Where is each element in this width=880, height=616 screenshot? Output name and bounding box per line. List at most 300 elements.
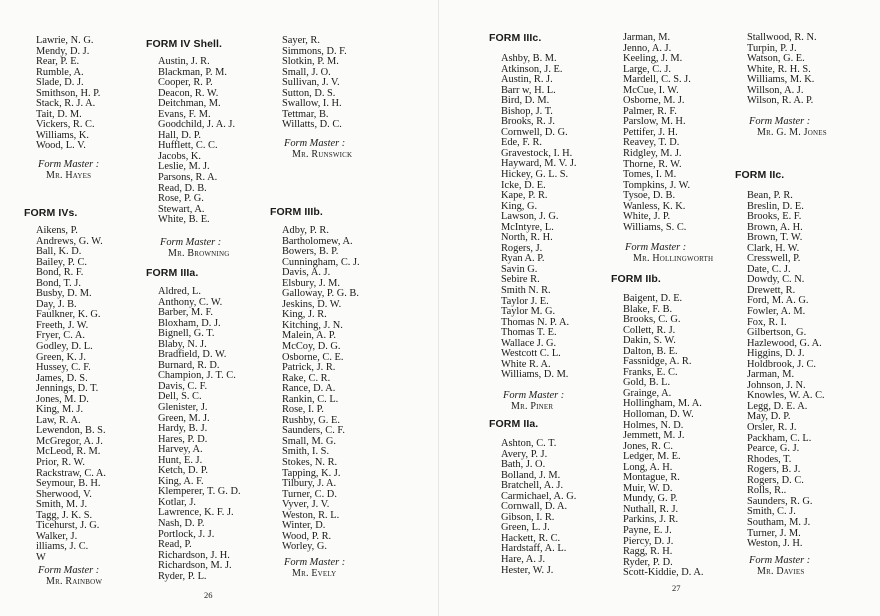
student-name: Smith, M. J. <box>36 499 88 511</box>
student-name: Carmichael, A. G. <box>501 490 577 502</box>
student-name: Hufflett, C. C. <box>158 140 218 152</box>
student-name: Wanless, K. K. <box>623 200 686 212</box>
student-name: Turpin, P. J. <box>747 42 797 54</box>
student-name: McCoy, D. G. <box>282 341 341 353</box>
form-block <box>24 36 100 181</box>
form-master-name: Mr. Runswick <box>292 148 353 160</box>
student-name: Smithson, H. P. <box>36 87 101 99</box>
student-name: Elsbury, J. M. <box>282 277 340 289</box>
student-name: Small, M. G. <box>282 435 336 447</box>
form-iia-block <box>489 418 576 576</box>
student-name: Rumble, A. <box>36 66 84 78</box>
student-name: Watson, G. E. <box>747 53 805 65</box>
student-name: Thorne, R. W. <box>623 158 682 170</box>
student-name: Ticehurst, J. G. <box>36 520 100 532</box>
student-name: Ryan A. P. <box>501 253 545 265</box>
student-name: Brooks, R. J. <box>501 116 555 128</box>
student-name: Tettmar, B. <box>282 108 329 120</box>
page-number: 27 <box>672 583 681 593</box>
student-name: Fassnidge, A. R. <box>623 356 692 368</box>
student-name: Lawrie, N. G. <box>36 35 94 46</box>
student-name: Bath, J. O. <box>501 459 546 471</box>
student-name: Jenno, A. J. <box>623 42 672 54</box>
student-name: Green, K. J. <box>36 351 86 363</box>
student-name: Franks, E. C. <box>623 366 678 378</box>
student-name: Turner, J. M. <box>747 527 801 539</box>
student-name: Sayer, R. <box>282 35 320 46</box>
student-name: Large, C. J. <box>623 63 672 75</box>
student-name: Glenister, J. <box>158 402 208 414</box>
student-name: Wilson, R. A. P. <box>747 95 814 107</box>
student-name: Savin G. <box>501 263 538 275</box>
student-name: Kitching, J. N. <box>282 319 343 331</box>
name-list <box>146 57 235 226</box>
student-name: Southam, M. J. <box>747 516 811 528</box>
student-name: Clark, H. W. <box>747 242 800 254</box>
student-name: Richardson, J. H. <box>158 549 230 561</box>
student-name: Smith N. R. <box>501 285 551 297</box>
student-name: Orsler, R. J. <box>747 422 797 434</box>
student-name: Blake, F. B. <box>623 303 673 315</box>
form-heading: FORM IIIb. <box>270 206 323 218</box>
student-name: Bartholomew, A. <box>282 235 353 247</box>
form-iv-shell-block <box>146 38 235 259</box>
student-name: Ragg, R. H. <box>623 546 673 558</box>
student-name: Deacon, R. W. <box>158 87 219 99</box>
student-name: White, B. E. <box>158 214 210 226</box>
student-name: Read, D. B. <box>158 182 207 194</box>
student-name: McCue, I. W. <box>623 84 679 96</box>
student-name: Blackman, P. M. <box>158 66 227 78</box>
student-name: Fox, R. I. <box>747 316 787 328</box>
form-heading: FORM IIb. <box>611 273 661 285</box>
student-name: Gravestock, I. H. <box>501 147 573 159</box>
student-name: Scott-Kiddie, D. A. <box>623 567 704 579</box>
student-name: Prior, R. W. <box>36 457 85 469</box>
student-name: White, J. P. <box>623 211 671 223</box>
student-name: Baigent, D. E. <box>623 293 683 304</box>
student-name: Swallow, I. H. <box>282 98 342 110</box>
form-master-name: Mr. Davies <box>757 565 805 577</box>
student-name: Stewart, A. <box>158 203 205 215</box>
student-name: Rackstraw, C. A. <box>36 467 107 479</box>
student-name: Icke, D. E. <box>501 179 546 191</box>
student-name: Bishop, J. T. <box>501 105 553 117</box>
student-name: Palmer, R. F. <box>623 105 677 117</box>
page-number: 26 <box>204 590 213 600</box>
student-name: Ledger, M. E. <box>623 451 681 463</box>
student-name: Taylor M. G. <box>501 306 556 318</box>
student-name: Brooks, E. F. <box>747 211 802 223</box>
name-list <box>270 226 360 553</box>
form-master-label: Form Master : <box>284 137 346 149</box>
student-name: Bignell, G. T. <box>158 328 215 340</box>
student-name: Rogers, J. <box>501 242 543 254</box>
student-name: May, D. P. <box>747 411 791 423</box>
student-name: Rankin, C. L. <box>282 393 339 405</box>
student-name: Read, P. <box>158 539 192 551</box>
form-heading: FORM IIIa. <box>146 267 199 279</box>
page-gutter <box>438 0 439 616</box>
student-name: White R. A. <box>501 358 551 370</box>
student-name: Ashby, B. M. <box>501 53 557 64</box>
student-name: Rear, P. E. <box>36 56 80 68</box>
name-list <box>489 54 577 381</box>
form-master-label: Form Master : <box>160 236 222 248</box>
form-heading: FORM IIc. <box>735 169 785 181</box>
student-name: Goodchild, J. A. J. <box>158 119 236 131</box>
student-name: Cooper, R. P. <box>158 77 213 89</box>
student-name: Kotlar, J. <box>158 496 196 508</box>
student-name: Smith, C. J. <box>747 506 796 518</box>
student-name: Jemmett, M. J. <box>623 430 685 442</box>
student-name: Green, M. J. <box>158 412 210 424</box>
form-master-label: Form Master : <box>38 564 100 576</box>
student-name: Mundy, G. P. <box>623 493 678 505</box>
student-name: Hardy, B. J. <box>158 423 208 435</box>
student-name: Hazlewood, G. A. <box>747 337 822 349</box>
student-name: Ryder, P. D. <box>623 556 673 568</box>
student-name: Mendy, D. J. <box>36 45 90 57</box>
form-heading: FORM IVs. <box>24 207 78 219</box>
form-master-name: Mr. Hayes <box>46 170 92 182</box>
student-name: Aldred, L. <box>158 286 201 297</box>
student-name: Dowdy, C. N. <box>747 274 805 286</box>
form-iiia-block <box>146 267 241 582</box>
student-name: Hares, P. D. <box>158 433 208 445</box>
student-name: Osborne, C. E. <box>282 351 344 363</box>
student-name: Parslow, M. H. <box>623 116 686 128</box>
student-name: Tapping, K. J. <box>282 467 341 479</box>
student-name: Turner, C. D. <box>282 488 337 500</box>
student-name: Williams, M. K. <box>747 74 815 86</box>
student-name: Rose, P. G. <box>158 193 204 205</box>
name-list <box>489 439 576 576</box>
student-name: Bowers, B. P. <box>282 246 339 258</box>
student-name: Stallwood, R. N. <box>747 32 817 43</box>
student-name: Burnard, R. D. <box>158 359 220 371</box>
student-name: Gold, B. L. <box>623 377 671 389</box>
student-name: Jarman, M. <box>747 369 795 381</box>
form-master-label: Form Master : <box>625 242 687 254</box>
student-name: Holmes, N. D. <box>623 419 684 431</box>
student-name: Simmons, D. F. <box>282 45 347 57</box>
student-name: illiams, J. C. <box>36 541 89 553</box>
student-name: Nuthall, R. J. <box>623 503 679 515</box>
student-name: Bailey, P. C. <box>36 256 87 268</box>
student-name: Westcott C. L. <box>501 348 561 360</box>
student-name: Sutton, D. S. <box>282 87 336 99</box>
name-list <box>611 294 704 579</box>
student-name: Reavey, T. D. <box>623 137 680 149</box>
student-name: Busby, D. M. <box>36 288 92 300</box>
student-name: Parkins, J. R. <box>623 514 679 526</box>
student-name: Kape, P. R. <box>501 190 548 202</box>
student-name: Hussey, C. F. <box>36 362 91 374</box>
student-name: James, D. S. <box>36 372 88 384</box>
student-name: Klemperer, T. G. D. <box>158 486 241 498</box>
student-name: Breslin, D. E. <box>747 200 804 212</box>
student-name: Lewendon, B. S. <box>36 425 106 437</box>
student-name: Champion, J. T. C. <box>158 370 236 382</box>
student-name: Barber, M. F. <box>158 307 214 319</box>
form-master-label: Form Master : <box>284 556 346 568</box>
student-name: Mardell, C. S. J. <box>623 74 691 86</box>
student-name: Evans, F. M. <box>158 108 211 120</box>
student-name: Hester, W. J. <box>501 564 554 576</box>
student-name: Ridgley, M. J. <box>623 148 682 160</box>
student-name: Legg, D. E. A. <box>747 400 808 412</box>
student-name: Tilbury, J. A. <box>282 478 337 490</box>
student-name: Hayward, M. V. J. <box>501 158 577 170</box>
student-name: Aikens, P. <box>36 225 78 236</box>
student-name: Cornwall, D. A. <box>501 501 568 513</box>
student-name: Tagg, J. K. S. <box>36 509 93 521</box>
student-name: Williams, D. M. <box>501 369 569 381</box>
name-list <box>270 36 352 131</box>
student-name: Bond, R. F. <box>36 267 84 279</box>
student-name: Osborne, M. J. <box>623 95 685 107</box>
name-list <box>24 226 106 564</box>
form-iiic-block <box>489 32 577 412</box>
form-iiib-block <box>270 206 360 579</box>
name-list <box>24 36 100 152</box>
student-name: Saunders, R. G. <box>747 495 813 507</box>
student-name: Jones, M. D. <box>36 393 89 405</box>
student-name: Faulkner, K. G. <box>36 309 101 321</box>
form-heading: FORM IV Shell. <box>146 38 223 50</box>
student-name: Jarman, M. <box>623 32 671 43</box>
form-block <box>611 33 713 264</box>
student-name: Smith, I. S. <box>282 446 330 458</box>
student-name: Knowles, W. A. C. <box>747 390 825 402</box>
student-name: Gibson, I. R. <box>501 511 555 523</box>
student-name: Green, L. J. <box>501 522 550 534</box>
student-name: Stokes, N. R. <box>282 457 338 469</box>
student-name: Stack, R. J. A. <box>36 98 96 110</box>
student-name: Tompkins, J. W. <box>623 179 691 191</box>
student-name: Atkinson, J. E. <box>501 63 563 75</box>
student-name: Bradfield, D. W. <box>158 349 227 361</box>
student-name: Rance, D. A. <box>282 383 336 395</box>
student-name: Bloxham, D. J. <box>158 317 221 329</box>
form-master-name: Mr. G. M. Jones <box>757 126 827 138</box>
student-name: McIntyre, L. <box>501 221 554 233</box>
form-master-label: Form Master : <box>749 554 811 566</box>
student-name: Jeskins, D. W. <box>282 298 342 310</box>
form-master-name: Mr. Rainbow <box>46 575 103 587</box>
student-name: Bolland, J. M. <box>501 469 561 481</box>
student-name: Bean, P. R. <box>747 190 793 201</box>
student-name: Leslie, M. J. <box>158 161 210 173</box>
student-name: Higgins, D. J. <box>747 348 805 360</box>
student-name: Tomes, I. M. <box>623 169 677 181</box>
student-name: Hunt, E. J. <box>158 454 203 466</box>
name-list <box>735 191 825 550</box>
student-name: Vyver, J. V. <box>282 499 330 511</box>
student-name: Hardstaff, A. L. <box>501 543 567 555</box>
student-name: Collett, R. J. <box>623 324 676 336</box>
student-name: Deitchman, M. <box>158 98 221 110</box>
form-ivs-block <box>24 207 106 587</box>
name-list <box>146 287 241 582</box>
student-name: Ryder, P. L. <box>158 570 207 582</box>
student-name: Rogers, B. J. <box>747 464 801 476</box>
student-name: North, R. H. <box>501 232 553 244</box>
student-name: Rake, C. R. <box>282 372 331 384</box>
student-name: Austin, J. R. <box>158 56 210 67</box>
student-name: Jones, R. C. <box>623 440 673 452</box>
student-name: Fowler, A. M. <box>747 306 806 318</box>
student-name: Saunders, C. F. <box>282 425 345 437</box>
form-master-name: Mr. Evely <box>292 567 337 579</box>
student-name: Slotkin, P. M. <box>282 56 339 68</box>
student-name: Sherwood, V. <box>36 488 92 500</box>
student-name: Brown, A. H. <box>747 221 803 233</box>
student-name: Ashton, C. T. <box>501 438 557 449</box>
form-master-label: Form Master : <box>749 115 811 127</box>
student-name: Hall, D. P. <box>158 129 202 141</box>
student-name: Hollingham, M. A. <box>623 398 702 410</box>
student-name: Andrews, G. W. <box>36 235 103 247</box>
student-name: Bond, T. J. <box>36 277 81 289</box>
student-name: Slade, D. J. <box>36 77 84 89</box>
student-name: Dakin, S. W. <box>623 335 676 347</box>
form-heading: FORM IIIc. <box>489 32 542 44</box>
name-list <box>611 33 713 233</box>
student-name: Gilbertson, G. <box>747 327 807 339</box>
student-name: Portlock, J. J. <box>158 528 215 540</box>
student-name: Lawrence, K. F. J. <box>158 507 234 519</box>
student-name: Cunningham, C. J. <box>282 256 360 268</box>
student-name: Ball, K. D. <box>36 246 82 258</box>
student-name: Williams, S. C. <box>623 221 687 233</box>
student-name: King, A. F. <box>158 475 204 487</box>
student-name: Dell, S. C. <box>158 391 202 403</box>
student-name: Wood, L. V. <box>36 140 86 152</box>
student-name: Bird, D. M. <box>501 95 550 107</box>
student-name: Dalton, B. E. <box>623 345 678 357</box>
form-block <box>270 36 352 160</box>
student-name: Date, C. J. <box>747 263 791 275</box>
student-name: Rushby, G. E. <box>282 414 340 426</box>
student-name: Piercy, D. J. <box>623 535 674 547</box>
student-name: Brown, T. W. <box>747 232 803 244</box>
student-name: Grainge, A. <box>623 387 672 399</box>
student-name: Parsons, R. A. <box>158 172 218 184</box>
form-iic-block <box>735 169 825 577</box>
student-name: Montague, R. <box>623 472 680 484</box>
student-name: Anthony, C. W. <box>158 296 223 308</box>
student-name: Keeling, J. M. <box>623 53 683 65</box>
student-name: King, M. J. <box>36 404 84 416</box>
student-name: Davis, C. F. <box>158 380 208 392</box>
form-master-label: Form Master : <box>503 389 565 401</box>
student-name: Johnson, J. N. <box>747 379 806 391</box>
student-name: Avery, P. J. <box>501 448 548 460</box>
form-master-label: Form Master : <box>38 159 100 171</box>
student-name: Vickers, R. C. <box>36 119 95 131</box>
student-name: Packham, C. L. <box>747 432 812 444</box>
student-name: Thomas T. E. <box>501 327 557 339</box>
student-name: Holloman, D. W. <box>623 409 694 421</box>
student-name: Payne, E. J. <box>623 525 672 537</box>
student-name: Weston, R. L. <box>282 509 340 521</box>
student-name: White, R. H. S. <box>747 63 811 75</box>
student-name: Sebire R. <box>501 274 540 286</box>
student-name: Hickey, G. L. S. <box>501 169 569 181</box>
student-name: Fryer, C. A. <box>36 330 85 342</box>
student-name: Jacobs, K. <box>158 150 201 162</box>
student-name: Weston, J. H. <box>747 538 803 550</box>
student-name: Williams, K. <box>36 129 89 141</box>
student-name: Austin, R. J. <box>501 74 553 86</box>
student-name: Tait, D. M. <box>36 108 82 120</box>
student-name: Tysoe, D. B. <box>623 190 676 202</box>
student-name: Patrick, J. R. <box>282 362 336 374</box>
student-name: Galloway, P. G. B. <box>282 288 359 300</box>
student-name: McGregor, A. J. <box>36 435 103 447</box>
student-name: Ketch, D. P. <box>158 465 208 477</box>
student-name: Ford, M. A. G. <box>747 295 809 307</box>
student-name: King, G. <box>501 200 538 212</box>
student-name: Walker, J. <box>36 530 78 542</box>
student-name: Bratchell, A. J. <box>501 480 564 492</box>
student-name: Worley, G. <box>282 541 327 553</box>
student-name: Rhodes, T. <box>747 453 792 465</box>
student-name: Davis, A. J. <box>282 267 331 279</box>
form-block <box>735 33 827 138</box>
student-name: Thomas N. P. A. <box>501 316 570 328</box>
student-name: Taylor J. E. <box>501 295 549 307</box>
student-name: Barr w, H. L. <box>501 84 556 96</box>
form-master-name: Mr. Hollingworth <box>633 253 714 265</box>
name-list <box>735 33 827 107</box>
student-name: Lawson, J. G. <box>501 211 559 223</box>
student-name: Godley, D. L. <box>36 341 93 353</box>
student-name: Ede, F. R. <box>501 137 543 149</box>
student-name: Pettifer, J. H. <box>623 126 678 138</box>
student-name: McLeod, R. M. <box>36 446 101 458</box>
student-name: Rolls, R.. <box>747 485 787 497</box>
student-name: Wallace J. G. <box>501 337 557 349</box>
form-master-name: Mr. Piner <box>511 400 554 412</box>
form-heading: FORM IIa. <box>489 418 539 430</box>
student-name: Blaby, N. J. <box>158 338 207 350</box>
student-name: Wood, P. R. <box>282 530 332 542</box>
form-master-name: Mr. Browning <box>168 247 230 259</box>
student-name: Cornwell, D. G. <box>501 126 568 138</box>
form-iib-block <box>611 273 704 579</box>
student-name: Muir, W. D. <box>623 482 673 494</box>
student-name: Rogers, D. C. <box>747 474 804 486</box>
student-name: Law, R. A. <box>36 414 81 426</box>
student-name: Brooks, C. G. <box>623 314 681 326</box>
student-name: Long, A. H. <box>623 461 673 473</box>
student-name: Small, J. O. <box>282 66 331 78</box>
student-name: Willatts, D. C. <box>282 119 342 131</box>
student-name: Hare, A. J. <box>501 554 546 566</box>
student-name: Rose, I. P. <box>282 404 324 416</box>
student-name: Harvey, A. <box>158 444 203 456</box>
student-name: Nash, D. P. <box>158 518 205 530</box>
student-name: Jennings, D. T. <box>36 383 99 395</box>
student-name: Hackett, R. C. <box>501 532 561 544</box>
student-name: Sullivan, J. V. <box>282 77 340 89</box>
student-name: Holdbrook, J. C. <box>747 358 816 370</box>
student-name: Freeth, J. W. <box>36 319 89 331</box>
student-name: Seymour, B. H. <box>36 478 101 490</box>
